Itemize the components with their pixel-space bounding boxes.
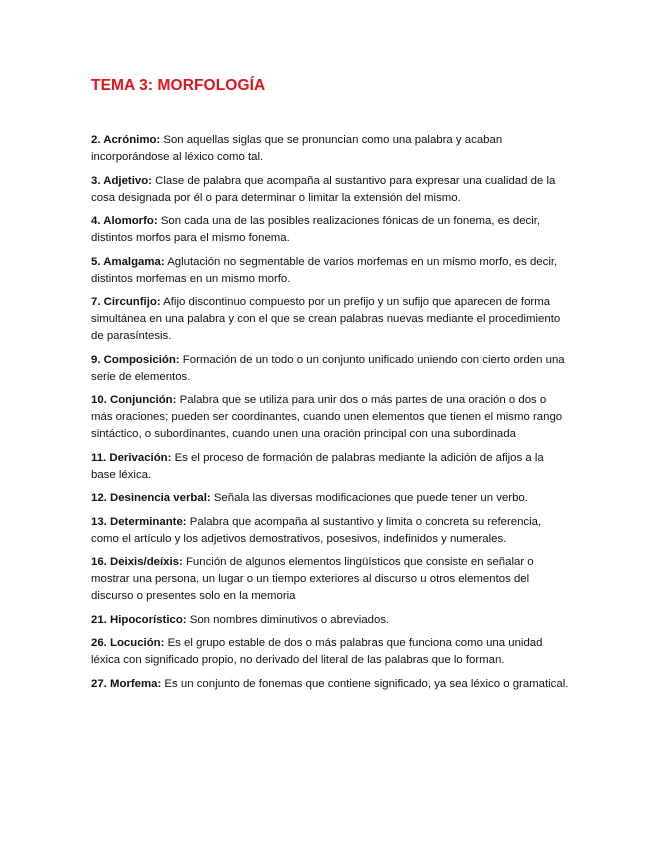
page-title: TEMA 3: MORFOLOGÍA [91,77,266,94]
entry-term: 10. Conjunción: [91,394,177,406]
entry-term: 2. Acrónimo: [91,134,161,146]
entry-definition: Palabra que se utiliza para unir dos o más partes de una oración o dos o más oraciones; pueden ser coordinantes, cuando unen elementos que tienen el mismo rango sintáctico, o subordinantes, cuando unen una oración principal con una subordinada [91,394,563,440]
entry-term: 11. Derivación: [91,451,172,464]
entry-definition: Palabra que acompaña al sustantivo y limita o concreta su referencia, como el artículo y los adjetivos demostrativos, posesivos, indefinidos y numerales. [91,515,542,545]
glossary-entry [91,676,569,693]
entry-definition: Es el proceso de formación de palabras mediante la adición de afijos a la base léxica. [91,451,544,481]
entry-term: 5. Amalgama: [91,255,165,268]
entry-term: 26. Locución: [91,637,165,649]
entry-definition: Función de algunos elementos lingüísticos que consiste en señalar o mostrar una persona, un lugar o un tiempo exteriores al discurso u otros elementos del discurso o presentes solo en la memoria [91,556,534,602]
entry-definition: Son cada una de las posibles realizaciones fónicas de un fonema, es decir, distintos morfos para el mismo fonema. [91,215,541,244]
entry-term: 4. Alomorfo: [91,215,158,227]
entry-term: 3. Adjetivo: [91,174,152,187]
glossary-entry [91,173,569,207]
entry-definition: Son nombres diminutivos o abreviados. [186,613,390,626]
entry-term: 27. Morfema: [91,677,162,690]
glossary-entry [91,254,569,288]
glossary-entry [91,352,569,386]
glossary-list [91,132,569,699]
entry-definition: Aglutación no segmentable de varios morfemas en un mismo morfo, es decir, distintos morfemas en un mismo morfo. [91,255,558,285]
entry-term: 12. Desinencia verbal: [91,492,211,504]
entry-definition: Formación de un todo o un conjunto unificado uniendo con cierto orden una serie de elementos. [91,353,565,383]
glossary-entry [91,514,569,548]
entry-term: 13. Determinante: [91,515,187,528]
entry-definition: Clase de palabra que acompaña al sustantivo para expresar una cualidad de la cosa designada por él o para determinar o limitar la extensión del mismo. [91,174,556,204]
entry-term: 21. Hipocorístico: [91,613,187,626]
entry-definition: Es un conjunto de fonemas que contiene significado, ya sea léxico o gramatical. [161,677,569,690]
glossary-entry [91,392,569,443]
glossary-entry [91,635,569,669]
glossary-entry [91,213,569,247]
glossary-entry [91,132,569,166]
entry-term: 9. Composición: [91,353,180,366]
entry-definition: Señala las diversas modificaciones que puede tener un verbo. [210,492,528,504]
entry-definition: Afijo discontinuo compuesto por un prefijo y un sufijo que aparecen de forma simultánea en una palabra y con el que se crean palabras nuevas mediante el procedimiento de parasíntesis. [91,296,561,342]
entry-term: 16. Deixis/deíxis: [91,556,183,568]
glossary-entry [91,294,569,345]
glossary-entry [91,450,569,484]
entry-definition: Son aquellas siglas que se pronuncian como una palabra y acaban incorporándose al léxico como tal. [91,134,503,163]
glossary-entry [91,490,569,507]
entry-definition: Es el grupo estable de dos o más palabras que funciona como una unidad léxica con significado propio, no derivado del literal de las palabras que lo forman. [91,637,543,666]
entry-term: 7. Circunfijo: [91,296,161,308]
glossary-entry [91,612,569,629]
glossary-entry [91,554,569,605]
